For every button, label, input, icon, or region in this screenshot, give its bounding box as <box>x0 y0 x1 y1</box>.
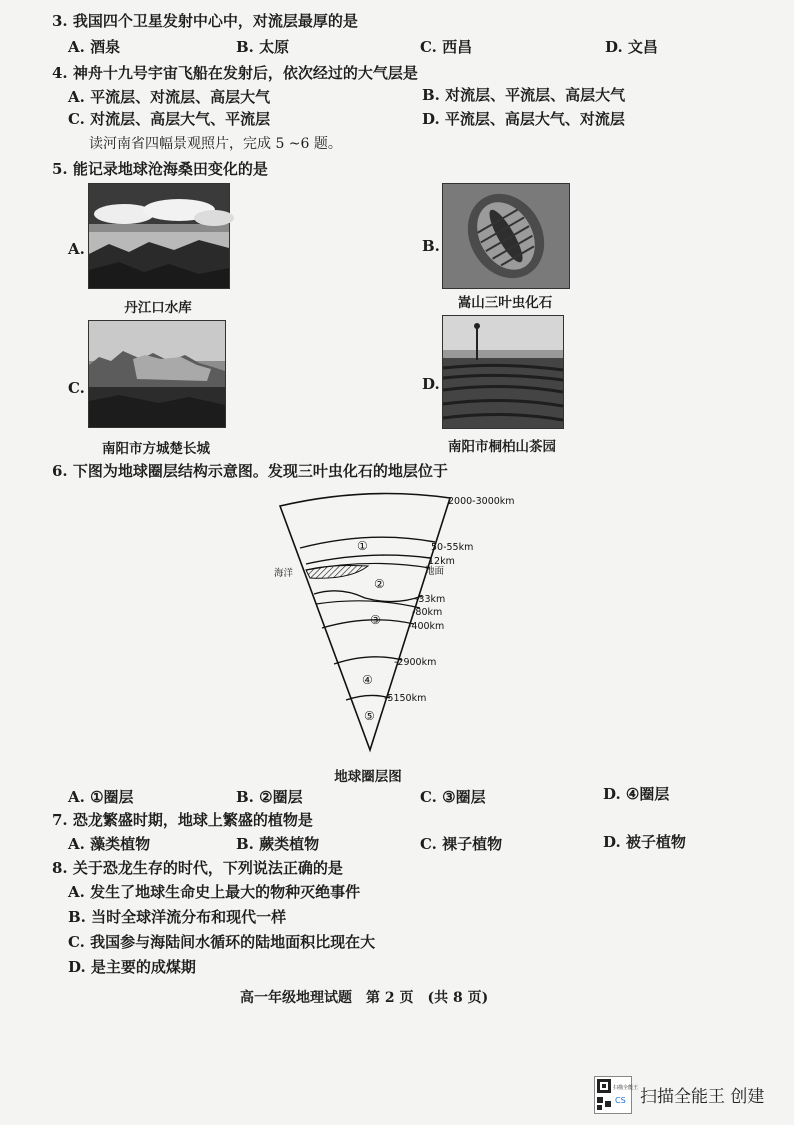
diagram-caption: 地球圈层图 <box>334 769 402 785</box>
q5-option-d-label: D. <box>422 375 440 393</box>
q5-option-a-caption: 丹江口水库 <box>124 300 192 316</box>
layer-1-marker: ① <box>357 539 368 553</box>
q3-option-d: D. 文昌 <box>605 38 658 56</box>
q3-option-c: C. 西昌 <box>420 38 473 56</box>
boundary-33km <box>314 591 422 602</box>
svg-text:扫描全能王: 扫描全能王 <box>613 1085 639 1091</box>
earth-sphere-diagram <box>270 488 530 760</box>
q5-option-c-caption: 南阳市方城楚长城 <box>102 441 210 457</box>
q6-option-b: B. ②圈层 <box>236 788 303 806</box>
q8-option-a: A. 发生了地球生命史上最大的物种灭绝事件 <box>68 883 361 901</box>
q6-option-d: D. ④圈层 <box>603 785 670 803</box>
label-33km: -33km <box>415 594 446 605</box>
q4-stem: 4. 神舟十九号宇宙飞船在发射后，依次经过的大气层是 <box>52 64 418 82</box>
q6-stem: 6. 下图为地球圈层结构示意图。发现三叶虫化石的地层位于 <box>52 462 448 480</box>
boundary-12km <box>306 555 430 564</box>
q4-option-d: D. 平流层、高层大气、对流层 <box>422 110 625 128</box>
q7-option-a: A. 藻类植物 <box>68 835 151 853</box>
q6-option-c: C. ③圈层 <box>420 788 486 806</box>
label-5150km: -5150km <box>384 693 427 704</box>
q3-option-a: A. 酒泉 <box>68 38 121 56</box>
label-l1: 50-55km <box>431 542 474 553</box>
q4-option-c: C. 对流层、高层大气、平流层 <box>68 110 271 128</box>
q5-option-c-label: C. <box>68 379 85 397</box>
q4-option-b: B. 对流层、平流层、高层大气 <box>422 86 626 104</box>
camscanner-logo <box>594 1076 639 1114</box>
q3-stem: 3. 我国四个卫星发射中心中，对流层最厚的是 <box>52 12 358 30</box>
watermark-text: 扫描全能王 创建 <box>640 1087 765 1107</box>
boundary-2900km <box>334 657 402 664</box>
q7-option-c: C. 裸子植物 <box>420 835 503 853</box>
q8-stem: 8. 关于恐龙生存的时代，下列说法正确的是 <box>52 859 343 877</box>
label-400km: -400km <box>408 621 445 632</box>
q5-option-b-caption: 嵩山三叶虫化石 <box>457 295 553 311</box>
q4-option-a: A. 平流层、对流层、高层大气 <box>68 88 271 106</box>
label-2900km: -2900km <box>394 657 437 668</box>
label-ground: 地面 <box>425 566 445 577</box>
layer-4-marker: ④ <box>362 673 373 687</box>
q7-stem: 7. 恐龙繁盛时期，地球上繁盛的植物是 <box>52 811 313 829</box>
layer-5-marker: ⑤ <box>364 709 375 723</box>
boundary-80km <box>316 601 420 608</box>
page-footer: 高一年级地理试题 第 2 页 (共 8 页) <box>240 990 489 1006</box>
photo-fangcheng-chu-great-wall <box>88 320 226 428</box>
boundary-400km <box>322 620 414 628</box>
label-ocean: 海洋 <box>274 568 294 579</box>
label-top: 2000-3000km <box>448 496 515 507</box>
q3-option-b: B. 太原 <box>236 38 290 56</box>
layer-2-marker: ② <box>374 577 385 591</box>
q6-option-a: A. ①圈层 <box>68 788 134 806</box>
photo-tongbaishan-tea-garden <box>442 315 564 429</box>
q5-stem: 5. 能记录地球沧海桑田变化的是 <box>52 160 268 178</box>
svg-text:CS: CS <box>615 1096 626 1105</box>
label-80km: -80km <box>412 607 443 618</box>
q8-option-d: D. 是主要的成煤期 <box>68 958 196 976</box>
photo-danjiangkou-reservoir <box>88 183 230 289</box>
label-l2: 12km <box>428 556 455 567</box>
q7-option-b: B. 蕨类植物 <box>236 835 320 853</box>
photo-trilobite-fossil <box>442 183 570 289</box>
q8-option-c: C. 我国参与海陆间水循环的陆地面积比现在大 <box>68 933 376 951</box>
q7-option-d: D. 被子植物 <box>603 833 686 851</box>
q5-6-intro: 读河南省四幅景观照片，完成 5 ~6 题。 <box>89 136 342 152</box>
q5-option-d-caption: 南阳市桐柏山茶园 <box>448 439 556 455</box>
ocean-layer <box>306 566 368 579</box>
layer-3-marker: ③ <box>370 613 381 627</box>
q8-option-b: B. 当时全球洋流分布和现代一样 <box>68 908 287 926</box>
q5-option-a-label: A. <box>68 240 85 258</box>
q5-option-b-label: B. <box>422 237 440 255</box>
